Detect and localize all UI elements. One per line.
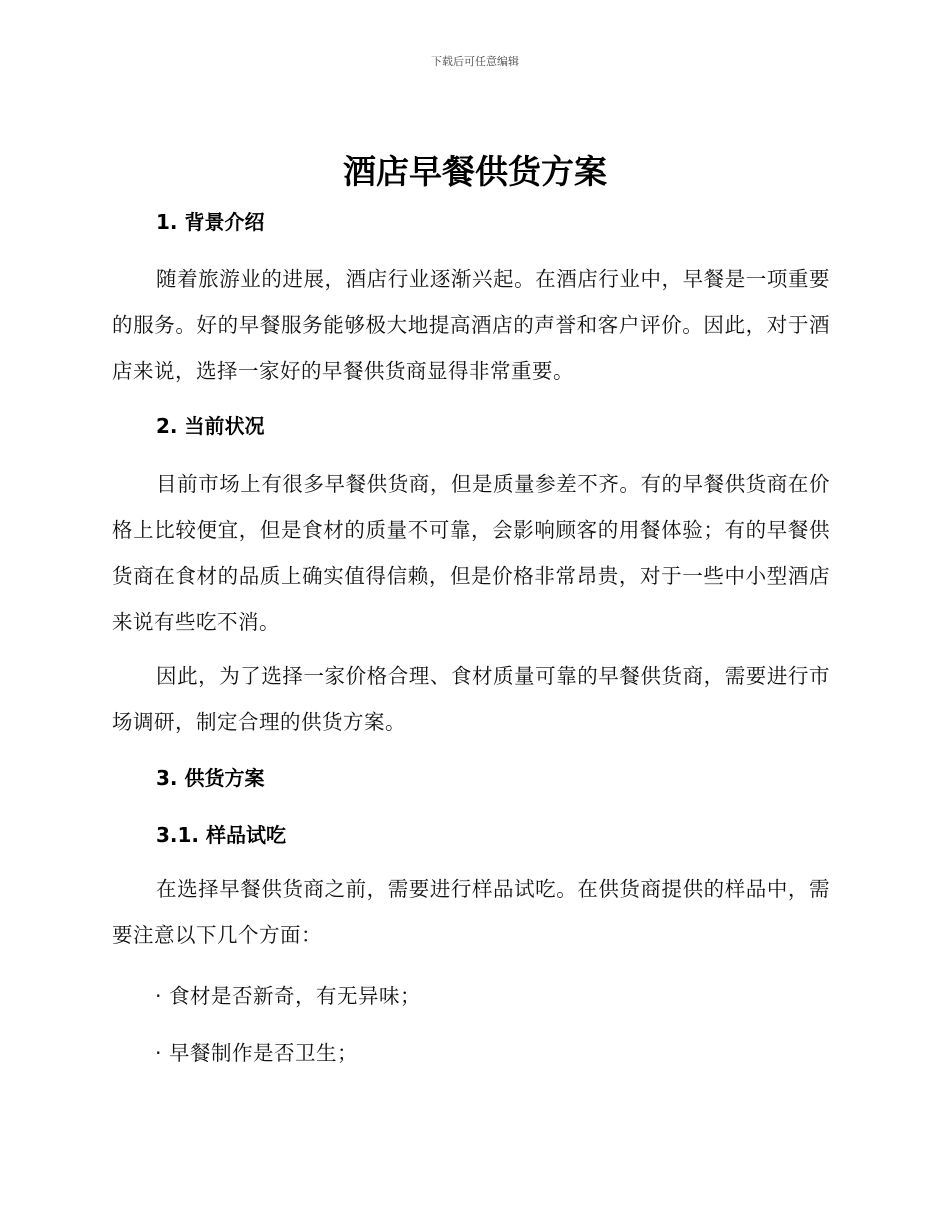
paragraph-background: 随着旅游业的进展，酒店行业逐渐兴起。在酒店行业中，早餐是一项重要的服务。好的早餐服务能够极大地提高酒店的声誉和客户评价。因此，对于酒店来说，选择一家好的早餐供货商显得非常重要。 xyxy=(112,267,830,383)
document-title: 酒店早餐供货方案 xyxy=(343,152,607,191)
paragraph-sample-tasting: 在选择早餐供货商之前，需要进行样品试吃。在供货商提供的样品中，需要注意以下几个方面： xyxy=(112,877,830,947)
subsection-heading-sample-tasting: 3.1. 样品试吃 xyxy=(156,823,286,847)
list-item: · 早餐制作是否卫生； xyxy=(155,1041,359,1065)
page-header-note: 下载后可任意编辑 xyxy=(431,55,519,68)
paragraph-conclusion: 因此，为了选择一家价格合理、食材质量可靠的早餐供货商，需要进行市场调研，制定合理的供货方案。 xyxy=(112,664,830,734)
list-item: · 食材是否新奇，有无异味； xyxy=(155,984,422,1008)
section-heading-supply-plan: 3. 供货方案 xyxy=(156,766,265,790)
paragraph-current-status: 目前市场上有很多早餐供货商，但是质量参差不齐。有的早餐供货商在价格上比较便宜，但是食材的质量不可靠，会影响顾客的用餐体验；有的早餐供货商在食材的品质上确实值得信赖，但是价格非常昂贵，对于一些中小型酒店来说有些吃不消。 xyxy=(112,472,830,634)
section-heading-current-status: 2. 当前状况 xyxy=(156,414,265,438)
section-heading-background: 1. 背景介绍 xyxy=(156,210,265,234)
